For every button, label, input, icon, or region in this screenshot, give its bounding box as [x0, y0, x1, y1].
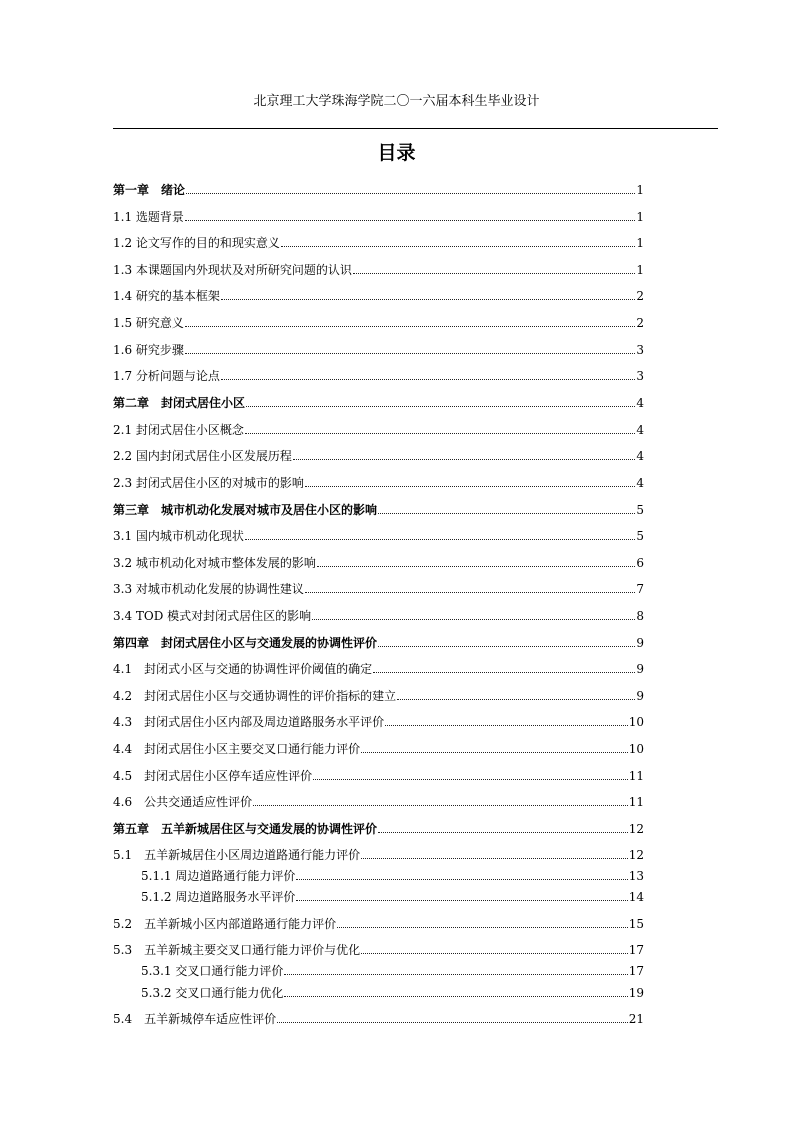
- toc-page-number: 1: [636, 210, 644, 224]
- toc-entry-label: 4.4 封闭式居住小区主要交叉口通行能力评价: [113, 742, 361, 756]
- toc-page-number: 7: [636, 582, 644, 596]
- toc-entry-label: 3.1 国内城市机动化现状: [113, 529, 244, 543]
- toc-page-number: 3: [636, 369, 644, 383]
- toc-section-entry[interactable]: [113, 792, 644, 810]
- toc-section-entry[interactable]: [113, 286, 644, 304]
- toc-chapter-entry[interactable]: [113, 500, 644, 518]
- toc-dot-leader: [284, 974, 627, 975]
- toc-entry-label: 5.2 五羊新城小区内部道路通行能力评价: [113, 917, 337, 931]
- toc-dot-leader: [313, 779, 628, 780]
- toc-chapter-entry[interactable]: [113, 180, 644, 198]
- toc-page-number: 9: [636, 689, 644, 703]
- toc-page-number: 17: [628, 943, 644, 957]
- toc-entry-label: 3.2 城市机动化对城市整体发展的影响: [113, 556, 316, 570]
- toc-dot-leader: [246, 406, 635, 407]
- toc-page-number: 4: [636, 476, 644, 490]
- toc-entry-label: 1.3 本课题国内外现状及对所研究问题的认识: [113, 263, 352, 277]
- toc-section-entry[interactable]: [113, 914, 644, 932]
- toc-dot-leader: [361, 752, 628, 753]
- toc-entry-label: 3.3 对城市机动化发展的协调性建议: [113, 582, 304, 596]
- toc-dot-leader: [281, 246, 635, 247]
- toc-entry-label: 4.6 公共交通适应性评价: [113, 795, 253, 809]
- toc-entry-label: 5.3.1 交叉口通行能力评价: [141, 964, 284, 978]
- toc-dot-leader: [221, 379, 635, 380]
- toc-dot-leader: [378, 832, 628, 833]
- toc-dot-leader: [397, 699, 635, 700]
- toc-page-number: 14: [628, 890, 644, 904]
- toc-page-number: 12: [628, 848, 644, 862]
- toc-page-number: 4: [636, 449, 644, 463]
- toc-section-entry[interactable]: [113, 366, 644, 384]
- toc-entry-label: 第二章 封闭式居住小区: [113, 396, 246, 410]
- toc-page-number: 1: [636, 263, 644, 277]
- toc-subsection-entry[interactable]: [113, 961, 644, 979]
- toc-dot-leader: [305, 486, 635, 487]
- toc-section-entry[interactable]: [113, 739, 644, 757]
- toc-entry-label: 5.1.2 周边道路服务水平评价: [141, 890, 296, 904]
- toc-entry-label: 1.1 选题背景: [113, 210, 184, 224]
- toc-entry-label: 1.6 研究步骤: [113, 343, 184, 357]
- toc-entry-label: 第五章 五羊新城居住区与交通发展的协调性评价: [113, 822, 378, 836]
- toc-page-number: 1: [636, 236, 644, 250]
- toc-page-number: 9: [636, 662, 644, 676]
- toc-dot-leader: [293, 459, 635, 460]
- toc-page-number: 8: [636, 609, 644, 623]
- toc-dot-leader: [312, 619, 635, 620]
- toc-section-entry[interactable]: [113, 340, 644, 358]
- toc-title: 目录: [377, 142, 416, 164]
- toc-page-number: 6: [636, 556, 644, 570]
- toc-section-entry[interactable]: [113, 260, 644, 278]
- toc-subsection-entry[interactable]: [113, 983, 644, 1001]
- toc-page-number: 17: [628, 964, 644, 978]
- toc-section-entry[interactable]: [113, 940, 644, 958]
- toc-dot-leader: [385, 725, 628, 726]
- toc-entry-label: 5.3 五羊新城主要交叉口通行能力评价与优化: [113, 943, 361, 957]
- toc-entry-label: 第四章 封闭式居住小区与交通发展的协调性评价: [113, 636, 378, 650]
- toc-chapter-entry[interactable]: [113, 819, 644, 837]
- toc-entry-label: 5.1.1 周边道路通行能力评价: [141, 869, 296, 883]
- toc-section-entry[interactable]: [113, 207, 644, 225]
- toc-page-number: 4: [636, 423, 644, 437]
- toc-dot-leader: [221, 299, 635, 300]
- toc-page-number: 11: [628, 769, 644, 783]
- toc-entry-label: 2.2 国内封闭式居住小区发展历程: [113, 449, 292, 463]
- toc-dot-leader: [378, 513, 635, 514]
- toc-section-entry[interactable]: [113, 579, 644, 597]
- toc-dot-leader: [305, 592, 635, 593]
- toc-dot-leader: [186, 193, 635, 194]
- toc-section-entry[interactable]: [113, 313, 644, 331]
- toc-entry-label: 2.3 封闭式居住小区的对城市的影响: [113, 476, 304, 490]
- toc-page-number: 1: [636, 183, 644, 197]
- toc-subsection-entry[interactable]: [113, 887, 644, 905]
- toc-page-number: 19: [628, 986, 644, 1000]
- toc-entry-label: 4.1 封闭式小区与交通的协调性评价阈值的确定: [113, 662, 373, 676]
- toc-entry-label: 5.3.2 交叉口通行能力优化: [141, 986, 284, 1000]
- toc-entry-label: 2.1 封闭式居住小区概念: [113, 423, 244, 437]
- table-of-contents: [113, 0, 644, 1122]
- toc-dot-leader: [378, 646, 635, 647]
- toc-page-number: 3: [636, 343, 644, 357]
- toc-page-number: 4: [636, 396, 644, 410]
- toc-entry-label: 4.2 封闭式居住小区与交通协调性的评价指标的建立: [113, 689, 397, 703]
- toc-dot-leader: [245, 539, 635, 540]
- toc-page-number: 5: [636, 503, 644, 517]
- toc-subsection-entry[interactable]: [113, 866, 644, 884]
- toc-page-number: 10: [628, 715, 644, 729]
- toc-section-entry[interactable]: [113, 712, 644, 730]
- toc-chapter-entry[interactable]: [113, 633, 644, 651]
- toc-dot-leader: [185, 353, 635, 354]
- toc-entry-label: 1.7 分析问题与论点: [113, 369, 220, 383]
- toc-dot-leader: [296, 900, 627, 901]
- toc-dot-leader: [296, 879, 627, 880]
- toc-page-number: 15: [628, 917, 644, 931]
- toc-entry-label: 1.2 论文写作的目的和现实意义: [113, 236, 280, 250]
- toc-dot-leader: [353, 273, 635, 274]
- toc-entry-label: 第一章 绪论: [113, 183, 186, 197]
- toc-section-entry[interactable]: [113, 473, 644, 491]
- toc-dot-leader: [245, 433, 635, 434]
- toc-dot-leader: [277, 1022, 628, 1023]
- toc-entry-label: 4.5 封闭式居住小区停车适应性评价: [113, 769, 313, 783]
- toc-dot-leader: [253, 805, 628, 806]
- toc-section-entry[interactable]: [113, 606, 644, 624]
- toc-dot-leader: [373, 672, 635, 673]
- toc-page-number: 11: [628, 795, 644, 809]
- toc-page-number: 21: [628, 1012, 644, 1026]
- toc-section-entry[interactable]: [113, 553, 644, 571]
- toc-page-number: 13: [628, 869, 644, 883]
- toc-page-number: 5: [636, 529, 644, 543]
- toc-entry-label: 第三章 城市机动化发展对城市及居住小区的影响: [113, 503, 378, 517]
- toc-page-number: 12: [628, 822, 644, 836]
- toc-page-number: 10: [628, 742, 644, 756]
- toc-entry-label: 5.4 五羊新城停车适应性评价: [113, 1012, 277, 1026]
- toc-page-number: 9: [636, 636, 644, 650]
- toc-dot-leader: [361, 953, 628, 954]
- toc-dot-leader: [337, 927, 628, 928]
- toc-section-entry[interactable]: [113, 233, 644, 251]
- toc-entry-label: 3.4 TOD 模式对封闭式居住区的影响: [113, 609, 312, 623]
- toc-section-entry[interactable]: [113, 446, 644, 464]
- toc-entry-label: 1.4 研究的基本框架: [113, 289, 220, 303]
- toc-section-entry[interactable]: [113, 1009, 644, 1027]
- toc-dot-leader: [361, 858, 628, 859]
- toc-dot-leader: [317, 566, 635, 567]
- toc-section-entry[interactable]: [113, 766, 644, 784]
- toc-chapter-entry[interactable]: [113, 393, 644, 411]
- toc-dot-leader: [284, 996, 627, 997]
- toc-entry-label: 1.5 研究意义: [113, 316, 184, 330]
- toc-section-entry[interactable]: [113, 845, 644, 863]
- toc-section-entry[interactable]: [113, 526, 644, 544]
- toc-entry-label: 4.3 封闭式居住小区内部及周边道路服务水平评价: [113, 715, 385, 729]
- toc-section-entry[interactable]: [113, 686, 644, 704]
- running-header: 北京理工大学珠海学院二〇一六届本科生毕业设计: [253, 94, 540, 109]
- toc-entry-label: 5.1 五羊新城居住小区周边道路通行能力评价: [113, 848, 361, 862]
- toc-page-number: 2: [636, 316, 644, 330]
- toc-section-entry[interactable]: [113, 659, 644, 677]
- toc-section-entry[interactable]: [113, 420, 644, 438]
- toc-dot-leader: [185, 220, 635, 221]
- toc-dot-leader: [185, 326, 635, 327]
- toc-page-number: 2: [636, 289, 644, 303]
